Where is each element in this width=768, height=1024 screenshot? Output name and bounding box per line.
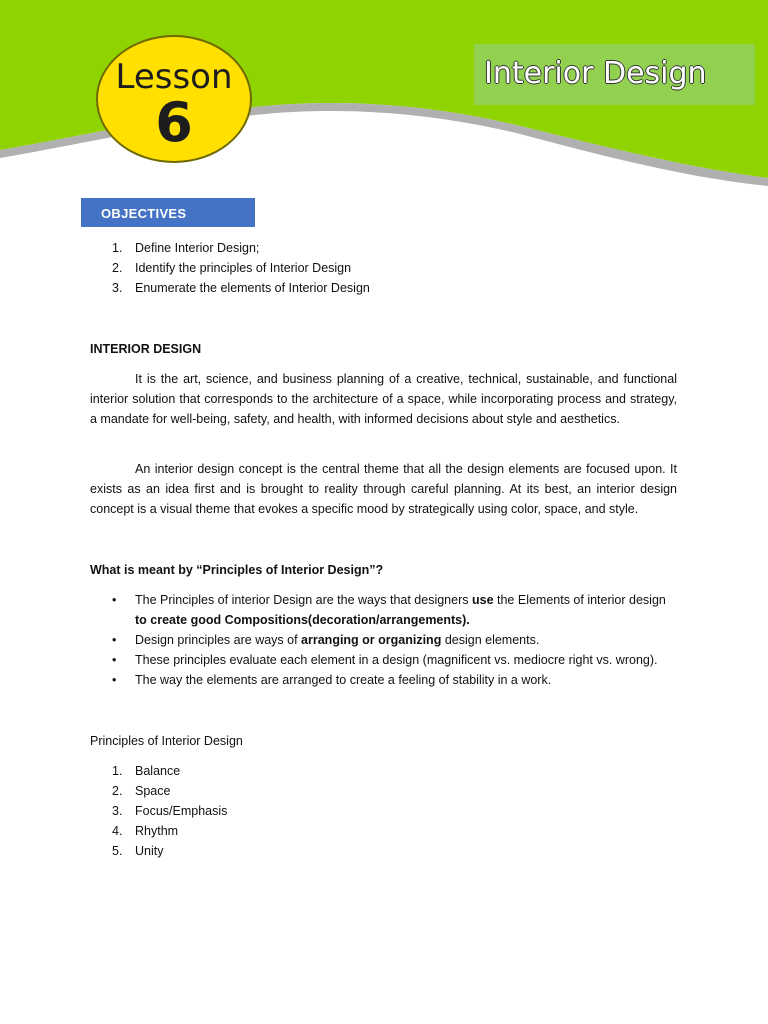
principles-list <box>90 761 677 861</box>
objective-item: 3. Enumerate the elements of Interior Design <box>112 281 370 295</box>
lesson-badge <box>96 35 252 163</box>
principles-bullets-block <box>90 590 677 690</box>
principle-item: 5. Unity <box>112 844 164 858</box>
principle-item: 1. Balance <box>112 764 181 778</box>
principles-bullets <box>90 590 677 690</box>
page-title: Interior Design <box>484 56 707 91</box>
bullet-item: • These principles evaluate each element in a design (magnificent vs. mediocre right vs. wrong). <box>112 653 658 667</box>
bullet-item: • The Principles of interior Design are the ways that designers use the Elements of interior design to create good Compositions(decoration/arrangements). <box>112 593 666 627</box>
section-heading-interior-design: INTERIOR DESIGN <box>90 342 202 356</box>
principles-list-block <box>90 761 677 861</box>
paragraph-concept: An interior design concept is the central theme that all the design elements are focused upon. It exists as an idea first and is brought to reality through careful planning. At its best, an interior design concept is a visual theme that evokes a specific mood by strategically using color, space, and style. <box>90 462 677 516</box>
objectives-tab: OBJECTIVES <box>81 198 255 227</box>
section-heading-principles-list: Principles of Interior Design <box>90 734 243 748</box>
objective-item: 2. Identify the principles of Interior Design <box>112 261 352 275</box>
title-box <box>474 44 755 105</box>
principle-item: 3. Focus/Emphasis <box>112 804 228 818</box>
bullet-item: • Design principles are ways of arranging or organizing design elements. <box>112 633 540 647</box>
section-heading-principles-question: What is meant by “Principles of Interior Design”? <box>90 563 384 577</box>
bullet-item: • The way the elements are arranged to create a feeling of stability in a work. <box>112 673 552 687</box>
paragraph-definition: It is the art, science, and business planning of a creative, technical, sustainable, and functional interior solution that corresponds to the architecture of a space, while incorporating process and strategy, a mandate for well-being, safety, and health, with informed decisions about style and aesthetics. <box>90 372 677 426</box>
objective-item: 1. Define Interior Design; <box>112 241 260 255</box>
objectives-list-block <box>90 238 677 298</box>
principle-item: 2. Space <box>112 784 171 798</box>
lesson-word: Lesson <box>115 57 233 97</box>
objectives-list <box>90 238 677 298</box>
lesson-number: 6 <box>155 91 193 154</box>
principle-item: 4. Rhythm <box>112 824 179 838</box>
